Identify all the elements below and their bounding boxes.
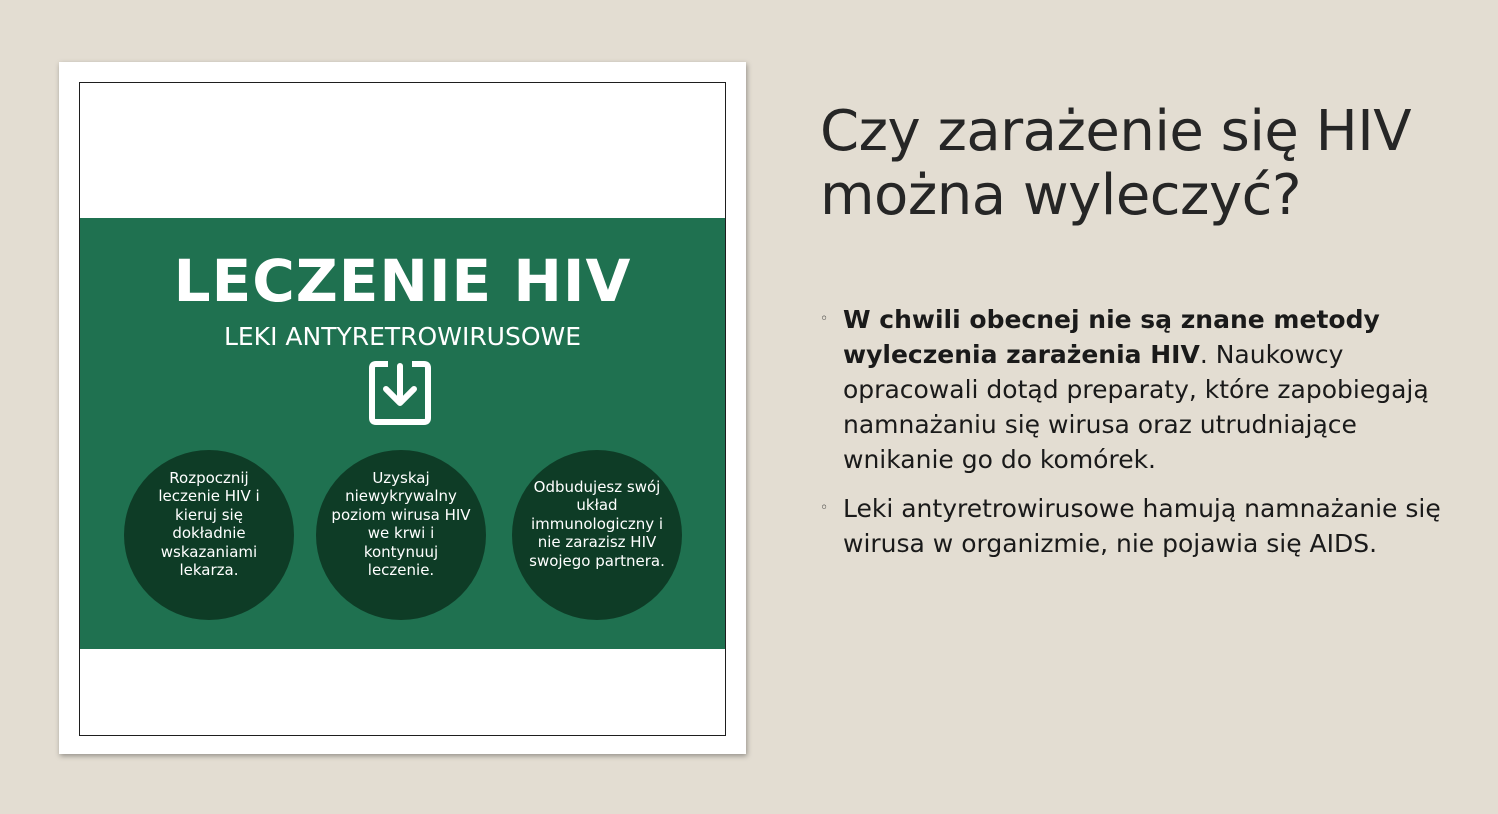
bullet-list[interactable] bbox=[820, 302, 1465, 575]
poster-green-panel bbox=[80, 218, 725, 649]
download-arrow-icon bbox=[368, 360, 432, 426]
info-circle-text: Odbudujesz swój układ immunologiczny i nie zarazisz HIV swojego partnera. bbox=[529, 477, 665, 570]
info-circle-text: Rozpocznij leczenie HIV i kieruj się dokładnie wskazaniami lekarza. bbox=[158, 468, 260, 579]
bullet-marker-icon: ◦ bbox=[820, 500, 829, 516]
slide-title[interactable]: Czy zarażenie się HIV można wyleczyć? bbox=[820, 99, 1412, 228]
bullet-text: . Naukowcy opracowali dotąd preparaty, które zapobiegają namnażaniu się wirusa oraz utrudniające wnikanie go do komórek. bbox=[843, 340, 1429, 474]
bullet-item bbox=[820, 491, 1465, 561]
info-circle-undetectable bbox=[316, 450, 486, 620]
bullet-marker-icon: ◦ bbox=[820, 311, 829, 327]
bullet-text: Leki antyretrowirusowe hamują namnażanie się wirusa w organizmie, nie pojawia się AIDS. bbox=[843, 494, 1441, 558]
poster-subtitle: LEKI ANTYRETROWIRUSOWE bbox=[223, 322, 582, 351]
bullet-bold-text: W chwili obecnej nie są znane metody wyleczenia zarażenia HIV bbox=[843, 305, 1380, 369]
info-circle-text: Uzyskaj niewykrywalny poziom wirusa HIV we krwi i kontynuuj leczenie. bbox=[331, 468, 471, 579]
info-circle-immune-system bbox=[512, 450, 682, 620]
image-frame bbox=[59, 62, 746, 754]
info-circle-start-treatment bbox=[124, 450, 294, 620]
poster-title: LECZENIE HIV bbox=[173, 247, 632, 315]
poster-image[interactable] bbox=[79, 82, 726, 736]
bullet-item bbox=[820, 302, 1465, 477]
